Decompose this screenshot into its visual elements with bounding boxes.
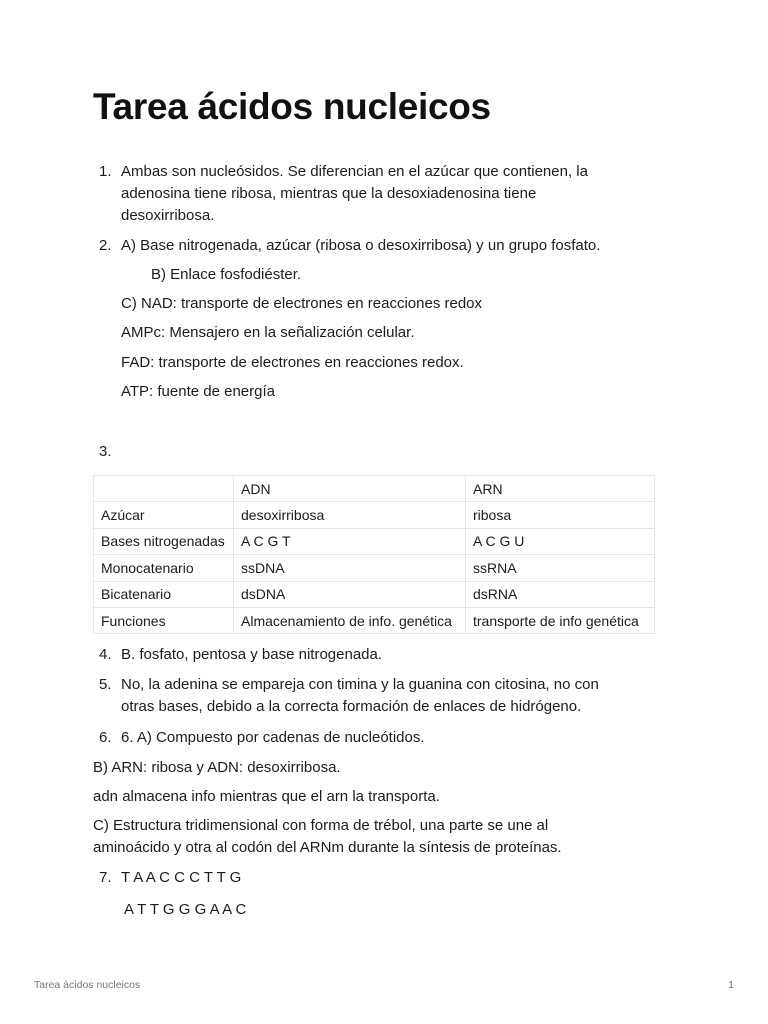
answer-6c-line-2: aminoácido y otra al codón del ARNm durante la síntesis de proteínas. (93, 839, 562, 856)
table-cell: ribosa (466, 502, 655, 528)
item-number-1: 1. (99, 163, 112, 180)
answer-2c: C) NAD: transporte de electrones en reacciones redox (121, 295, 483, 312)
page-number: 1 (728, 979, 734, 991)
page-title: Tarea ácidos nucleicos (93, 86, 491, 127)
sequence-strand-1: T A A C C C T T G (121, 869, 242, 886)
footer-title: Tarea ácidos nucleicos (34, 979, 141, 991)
table-cell: A C G U (466, 528, 655, 554)
item-number-5: 5. (99, 676, 112, 693)
table-header-cell: ARN (466, 476, 655, 502)
table-cell: Azúcar (94, 502, 234, 528)
answer-6c-line-1: C) Estructura tridimensional con forma de trébol, una parte se une al (93, 817, 549, 834)
table-cell: Almacenamiento de info. genética (234, 607, 466, 633)
answer-6b: B) ARN: ribosa y ADN: desoxirribosa. (93, 759, 341, 776)
answer-5-line-2: otras bases, debido a la correcta formación de enlaces de hidrógeno. (121, 698, 582, 715)
table-cell: ssDNA (234, 555, 466, 581)
answer-2a: A) Base nitrogenada, azúcar (ribosa o desoxirribosa) y un grupo fosfato. (121, 237, 601, 254)
answer-1-line-3: desoxirribosa. (121, 207, 215, 224)
table-cell: desoxirribosa (234, 502, 466, 528)
table-header-cell (94, 476, 234, 502)
table-row (94, 502, 655, 528)
answer-2-atp: ATP: fuente de energía (121, 383, 275, 400)
item-number-4: 4. (99, 646, 112, 663)
table-cell: dsRNA (466, 581, 655, 607)
table-cell: Funciones (94, 607, 234, 633)
item-number-7: 7. (99, 869, 112, 886)
table-cell: ssRNA (466, 555, 655, 581)
item-number-6: 6. (99, 729, 112, 746)
table-row (94, 555, 655, 581)
answer-2b: B) Enlace fosfodiéster. (151, 266, 302, 283)
table-row (94, 528, 655, 554)
answer-2-ampc: AMPc: Mensajero en la señalización celular. (121, 324, 415, 341)
table-cell: Bicatenario (94, 581, 234, 607)
comparison-table (93, 475, 655, 634)
table-header-cell: ADN (234, 476, 466, 502)
table-header-row (94, 476, 655, 502)
answer-2-fad: FAD: transporte de electrones en reacciones redox. (121, 354, 464, 371)
answer-6a: 6. A) Compuesto por cadenas de nucleótidos. (121, 729, 425, 746)
answer-1-line-2: adenosina tiene ribosa, mientras que la desoxiadenosina tiene (121, 185, 537, 202)
table-cell: Bases nitrogenadas (94, 528, 234, 554)
answer-4: B. fosfato, pentosa y base nitrogenada. (121, 646, 383, 663)
table-row (94, 581, 655, 607)
answer-6b-note: adn almacena info mientras que el arn la transporta. (93, 788, 440, 805)
item-number-2: 2. (99, 237, 112, 254)
answer-1-line-1: Ambas son nucleósidos. Se diferencian en el azúcar que contienen, la (121, 163, 588, 180)
sequence-strand-2: A T T G G G A A C (124, 901, 247, 918)
table-cell: A C G T (234, 528, 466, 554)
table-row (94, 607, 655, 633)
table-cell: dsDNA (234, 581, 466, 607)
item-number-3: 3. (99, 443, 112, 460)
table-cell: transporte de info genética (466, 607, 655, 633)
table-cell: Monocatenario (94, 555, 234, 581)
answer-5-line-1: No, la adenina se empareja con timina y la guanina con citosina, no con (121, 676, 599, 693)
